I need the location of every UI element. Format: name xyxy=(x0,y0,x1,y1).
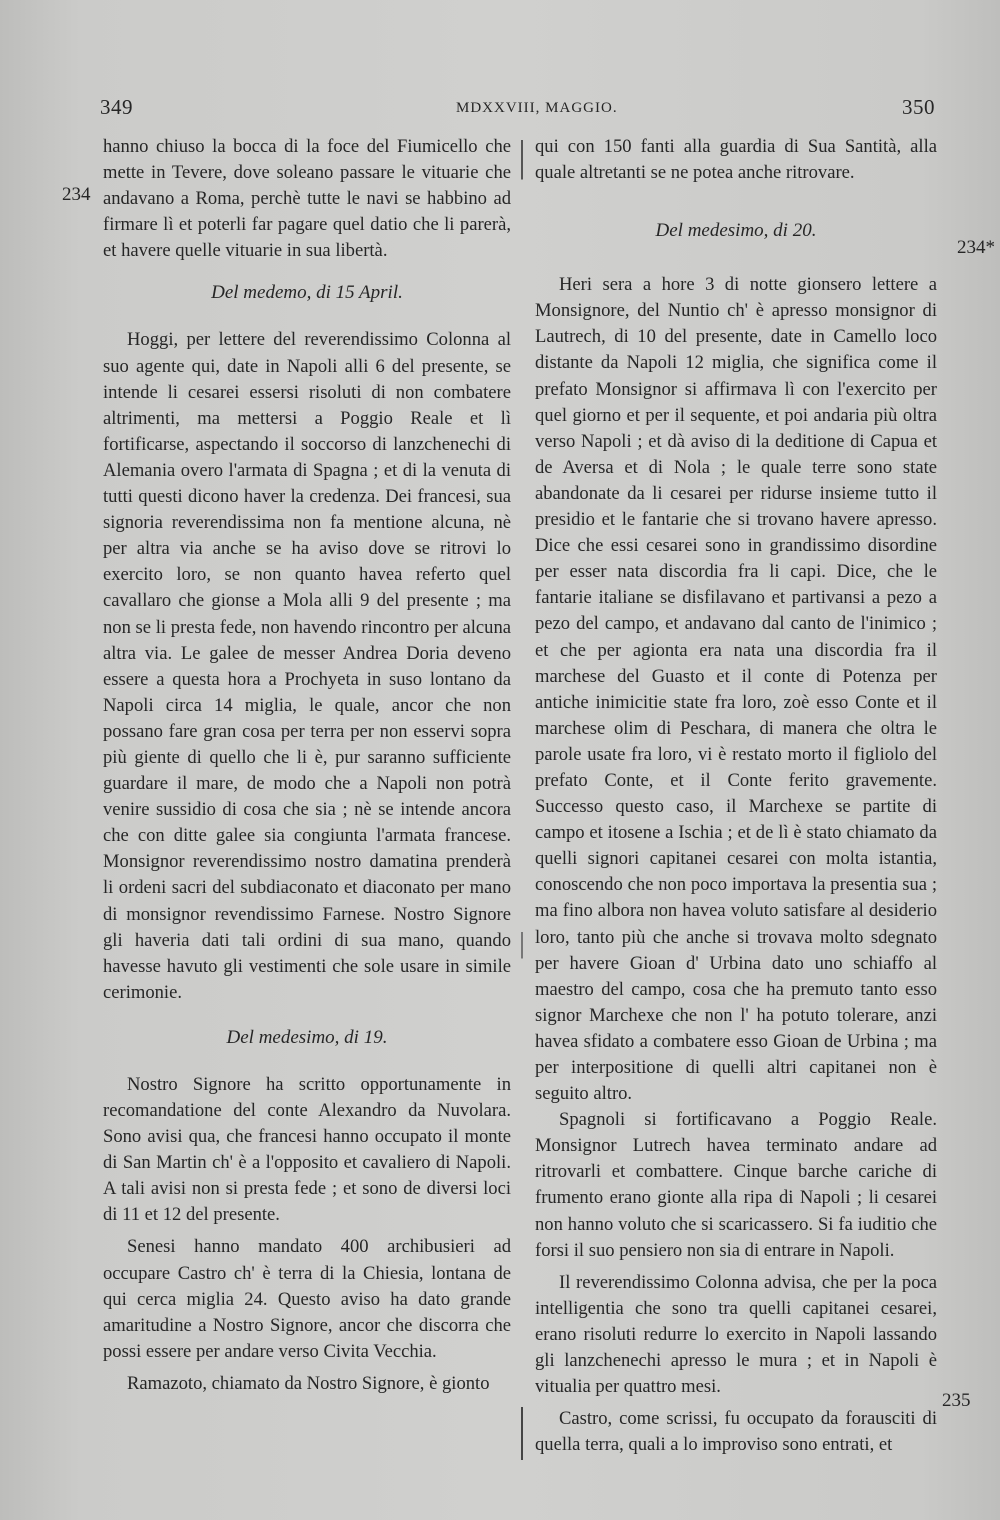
paragraph: Senesi hanno mandato 400 archibusieri ad occupare Castro ch' è terra di la Chiesia, lontana de qui cerca miglia 24. Questo aviso ha dato grande amaritudine a Nostro Signore, ancor che discorra che possi essere per andare verso Civita Vecchia. xyxy=(103,1236,511,1362)
section-heading: Del medesimo, di 19. xyxy=(226,1026,388,1048)
margin-number-right-top: 234* xyxy=(957,237,995,258)
running-title: MDXXVIII, MAGGIO. xyxy=(456,100,618,116)
section-heading: Del medesimo, di 20. xyxy=(655,220,817,242)
paragraph: Heri sera a hore 3 di notte gionsero lettere a Monsignore, del Nuntio ch' è apresso monsignor di Lautrech, di 10 del presente, date in Camello loco distante da Napoli 12 miglia, che significa come il prefato Monsignor si affirmava lì con l'exercito per quel giorno et per il sequente, et poi andaria più oltra verso Napoli ; et dà aviso di la deditione di Capua et de Aversa et di Nola ; le quale terre sono state abandonate da li cesarei per ridurse insieme tutto il presidio et le fantarie che si trovano havere apresso. Dice che essi cesarei sono in grandissimo disordine per esser nata discordia fra li capi. Dice, che le fantarie italiane se disfilavano et partivansi a pezo a pezo del campo, et andavano dal canto de l'inimico ; et che per agionta era nata una discordia fra il marchese del Guasto et il conte di Potenza per antiche inimicitie state fra loro, zoè esso Conte et il marchese olim di Peschara, di manera che oltra le parole usate fra loro, vi è restato morto il figliolo del prefato Conte, et il Conte ferito gravemente. Successo questo caso, il Marchexe se partite di campo et itosene a Ischia ; et de lì è stato chiamato da quelli signori capitanei cesarei con molta istantia, conoscendo che non poco importava la presentia sua ; ma fino albora non havea voluto satisfare al desiderio loro, tanto più che anche si trovava molto sdegnato per havere Gioan d' Urbina dato uno schiaffo al maestro del campo, cosa che ha premuto tanto esso signor Marchexe che non l' ha potuto tolerare, anzi havea sfidato a combatere esso Gioan de Urbina ; ma per interpositione di quelli altri capitanei non è seguito altro. xyxy=(535,274,937,1105)
margin-number-right-bottom: 235 xyxy=(942,1390,971,1411)
page-number-right: 350 xyxy=(902,95,935,119)
paragraph: qui con 150 fanti alla guardia di Sua Santità, alla quale altretanti se ne potea anche ritrovare. xyxy=(535,136,937,184)
paragraph: Hoggi, per lettere del reverendissimo Colonna al suo agente qui, date in Napoli alli 6 del presente, se intende li cesarei essersi risoluti di non combatere altrimenti, ma mettersi a Poggio Reale et lì fortificarse, aspectando il soccorso di lanzchenechi di Alemania overo l'armata di Spagna ; et di la venuta di tutti questi dicono haver la credenza. Dei francesi, sua signoria reverendissima non fa mentione alcuna, nè per altra via anche se ha aviso dove se ritrovi lo exercito loro, se non quanto havea referto quel cavallaro che gionse a Mola alli 9 del presente ; ma non se li presta fede, non havendo rincontro per alcuna altra via. Le galee de messer Andrea Doria deveno essere a questa hora a Prochyeta in suso lontano da Napoli circa 14 miglia, le quale, ancor che non possano fare gran cosa per terra per non esservi sopra più giente di quello che li è, pur saranno sufficiente guardare il mare, de modo che a Napoli non potrà venire sussidio di cosa che sia ; nè se intende ancora che con ditte galee sia congiunta l'armata francese. Monsignor reverendissimo nostro damatina prenderà li ordeni sacri del subdiaconato et diaconato per mano di monsignor revendissimo Farnese. Nostro Signore gli haveria dati tali ordini di sua mano, quando havesse havuto gli vestimenti che sole usare in simile cerimonie. xyxy=(103,329,511,1003)
left-column xyxy=(103,134,511,1397)
section-heading: Del medemo, di 15 April. xyxy=(211,282,403,304)
right-column xyxy=(535,134,937,1458)
column-divider xyxy=(521,140,523,1460)
page-number-left: 349 xyxy=(100,95,133,119)
paragraph: Ramazoto, chiamato da Nostro Signore, è gionto xyxy=(127,1372,490,1394)
paragraph: Spagnoli si fortificavano a Poggio Reale. Monsignor Lutrech havea terminato andare ad ritrovarli et combattere. Cinque barche cariche di frumento erano gionte alla ripa di Napoli ; li cesarei non hanno voluto che si scaricassero. Si fa iuditio che forsi il suo pensiero non sia di entrare in Napoli. xyxy=(535,1109,937,1261)
paragraph: Il reverendissimo Colonna advisa, che per la poca intelligentia che sono tra quelli capitanei cesarei, erano risoluti redurre lo exercito in Napoli lassando gli lanzchenechi apresso le mura ; et in Napoli è vitualia per quattro mesi. xyxy=(535,1271,937,1398)
paragraph: hanno chiuso la bocca di la foce del Fiumicello che mette in Tevere, dove soleano passare le vituarie che andavano a Roma, perchè tutte le navi se habbino ad firmare lì et poterli far pagare quel datio che li parerà, et havere quelle vituarie in sua libertà. xyxy=(103,136,511,262)
margin-number-left: 234 xyxy=(62,184,91,205)
paragraph: Castro, come scrissi, fu occupato da forausciti di quella terra, quali a lo improviso sono entrati, et xyxy=(535,1408,937,1456)
paragraph: Nostro Signore ha scritto opportunamente in recomandatione del conte Alexandro da Nuvolara. Sono avisi qua, che francesi hanno occupato il monte di San Martin ch' è a l'opposito et cavaliero di Napoli. A tali avisi non si presta fede ; et sono de diversi loci di 11 et 12 del presente. xyxy=(103,1073,511,1226)
